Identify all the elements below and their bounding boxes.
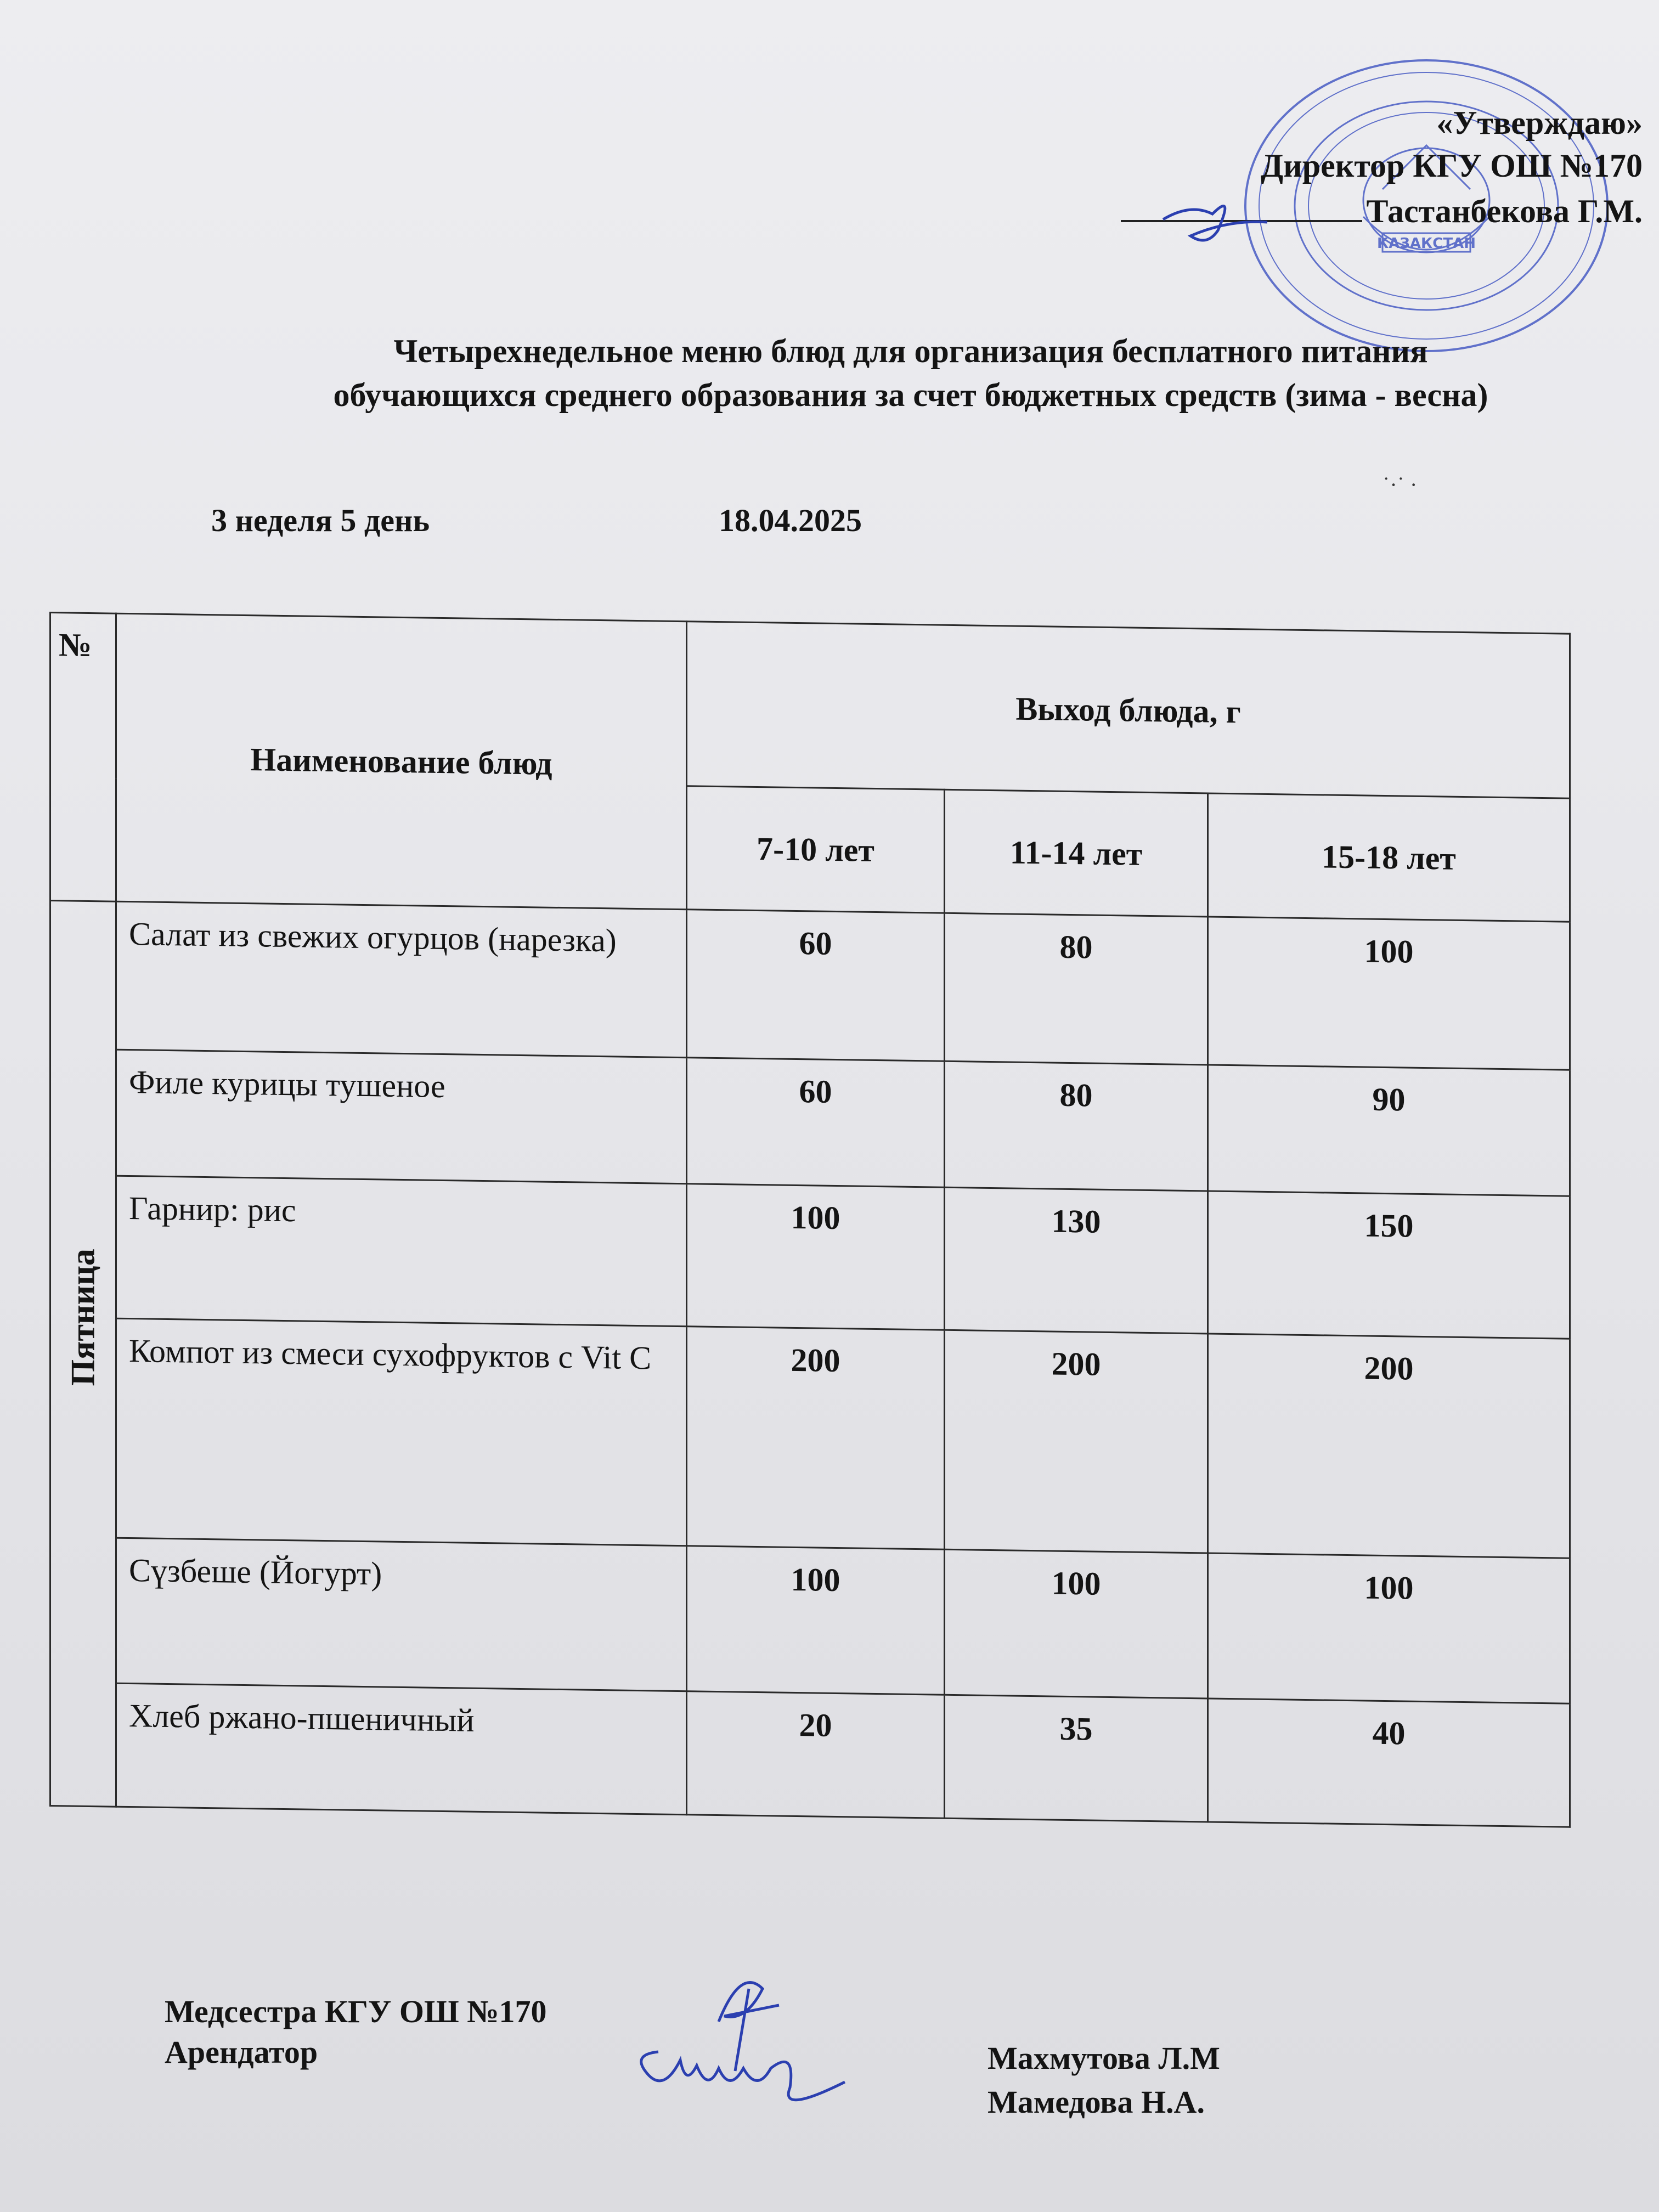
table-row: [50, 1318, 1570, 1559]
yield-7-10: 60: [687, 910, 945, 1062]
menu-date: 18.04.2025: [719, 503, 862, 538]
approval-position: Директор КГУ ОШ №170: [1260, 148, 1643, 184]
tenant-name: Мамедова Н.А.: [988, 2084, 1205, 2120]
dish-name: Сүзбеше (Йогурт): [116, 1538, 687, 1691]
yield-15-18: 40: [1208, 1699, 1570, 1827]
yield-7-10: 60: [687, 1058, 945, 1188]
age-group-header: 15-18 лет: [1208, 793, 1570, 922]
column-number-header: №: [50, 613, 116, 902]
approval-signer-name: Тастанбекова Г.М.: [1366, 193, 1643, 229]
column-yield-header: Выход блюда, г: [687, 622, 1570, 798]
yield-15-18: 100: [1208, 917, 1570, 1070]
age-group-header: 7-10 лет: [687, 786, 945, 913]
yield-11-14: 200: [945, 1330, 1208, 1553]
footer-roles: [165, 1991, 547, 2073]
menu-table: [49, 612, 1571, 1828]
header-row: [50, 613, 1570, 799]
yield-7-10: 100: [687, 1546, 945, 1695]
table-row: [50, 901, 1570, 1070]
ink-dots: ˙·˙ ·: [1383, 472, 1418, 497]
document-title: [170, 329, 1651, 417]
yield-7-10: 100: [687, 1184, 945, 1330]
nurse-name: Махмутова Л.М: [988, 2040, 1220, 2076]
yield-11-14: 80: [945, 1061, 1208, 1191]
dish-name: Гарнир: рис: [116, 1176, 687, 1327]
dish-name: Филе курицы тушеное: [116, 1049, 687, 1184]
yield-11-14: 80: [945, 913, 1208, 1065]
yield-7-10: 200: [687, 1327, 945, 1550]
day-of-week-label: Пятница: [64, 1248, 102, 1386]
tenant-role: Арендатор: [165, 2034, 318, 2070]
svg-text:КАЗАКСТАН: КАЗАКСТАН: [1377, 235, 1476, 252]
week-day-label: 3 неделя 5 день: [211, 503, 430, 538]
dish-name: Хлеб ржано-пшеничный: [116, 1683, 687, 1815]
footer-signatures: [614, 1956, 922, 2131]
footer-names: [988, 2036, 1220, 2124]
title-line-1: Четырехнедельное меню блюд для организация бесплатного питания: [393, 333, 1428, 369]
yield-15-18: 200: [1208, 1334, 1570, 1558]
director-signature: [1152, 181, 1278, 252]
table-row: [50, 1049, 1570, 1197]
yield-15-18: 150: [1208, 1191, 1570, 1339]
dish-name: Компот из смеси сухофруктов с Vit C: [116, 1318, 687, 1546]
yield-15-18: 100: [1208, 1553, 1570, 1703]
column-name-header: Наименование блюд: [116, 613, 687, 910]
yield-11-14: 35: [945, 1695, 1208, 1822]
day-of-week-cell: [50, 901, 116, 1807]
yield-15-18: 90: [1208, 1065, 1570, 1196]
approval-heading: «Утверждаю»: [1436, 105, 1643, 141]
table-row: [50, 1537, 1570, 1704]
nurse-role: Медсестра КГУ ОШ №170: [165, 1994, 547, 2029]
yield-11-14: 100: [945, 1549, 1208, 1699]
yield-7-10: 20: [687, 1691, 945, 1819]
title-line-2: обучающихся среднего образования за счет бюджетных средств (зима - весна): [333, 377, 1488, 413]
dish-name: Салат из свежих огурцов (нарезка): [116, 901, 687, 1058]
yield-11-14: 130: [945, 1187, 1208, 1334]
table-row: [50, 1683, 1570, 1827]
table-row: [50, 1175, 1570, 1339]
age-group-header: 11-14 лет: [945, 789, 1208, 917]
